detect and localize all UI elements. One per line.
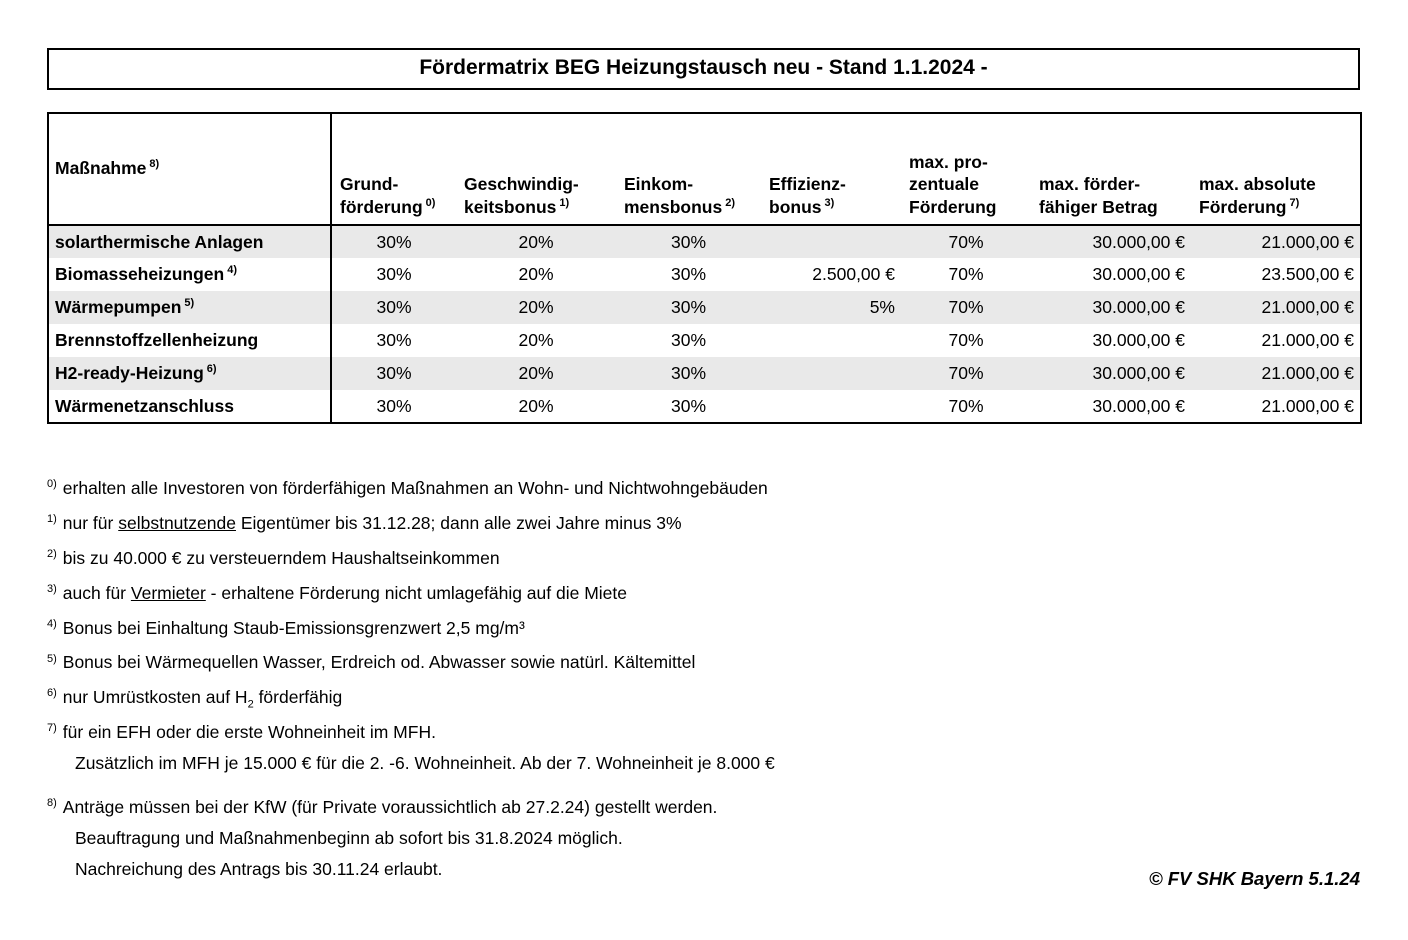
footnote-marker: 3) bbox=[47, 582, 57, 595]
footnote-text: Anträge müssen bei der KfW (für Private voraussichtlich ab 27.2.24) gestellt werden. bbox=[62, 796, 718, 817]
footnote-text: Bonus bei Einhaltung Staub-Emissionsgrenzwert 2,5 mg/m³ bbox=[62, 617, 525, 638]
column-header-grundfoerderung bbox=[331, 113, 456, 225]
footnote-marker: 0) bbox=[47, 478, 57, 491]
column-header-max-prozentuale-foerderung bbox=[901, 113, 1031, 225]
effizienzbonus-cell: 2.500,00 € bbox=[812, 264, 895, 284]
effizienzbonus-cell bbox=[761, 225, 901, 258]
footnote-ref: 2) bbox=[725, 196, 735, 209]
max-absolute-cell: 21.000,00 € bbox=[1261, 297, 1354, 317]
header-label: keitsbonus bbox=[464, 196, 557, 217]
max-betrag-cell: 30.000,00 € bbox=[1092, 231, 1185, 252]
grundfoerderung-cell: 30% bbox=[376, 363, 412, 383]
footnote-marker: 1) bbox=[47, 513, 57, 526]
table-row bbox=[48, 390, 1361, 423]
measure-name-cell bbox=[48, 390, 331, 423]
measure-name-cell bbox=[48, 324, 331, 357]
footnote-text: förderfähig bbox=[253, 687, 343, 708]
subscript-text: 2 bbox=[247, 698, 254, 711]
measure-name-cell bbox=[48, 258, 331, 291]
footnote-continuation: Zusätzlich im MFH je 15.000 € für die 2. -6. Wohneinheit. Ab der 7. Wohneinheit je 8.000 € bbox=[75, 753, 775, 773]
table-row bbox=[48, 258, 1361, 291]
geschwindigkeitsbonus-cell: 20% bbox=[518, 363, 554, 383]
grundfoerderung-cell: 30% bbox=[376, 231, 412, 252]
header-label: Maßnahme bbox=[55, 157, 147, 178]
funding-matrix-table bbox=[47, 112, 1362, 424]
footnote-marker: 4) bbox=[47, 617, 57, 630]
footnote-1 bbox=[47, 513, 1360, 535]
max-betrag-cell: 30.000,00 € bbox=[1092, 297, 1185, 317]
footnote-continuation: Beauftragung und Maßnahmenbeginn ab sofort bis 31.8.2024 möglich. bbox=[75, 827, 623, 848]
header-label: Grund- bbox=[340, 174, 399, 195]
table-row bbox=[48, 291, 1361, 324]
measure-name: Wärmenetzanschluss bbox=[55, 395, 234, 416]
footnote-ref: 1) bbox=[559, 196, 570, 209]
measure-name: Brennstoffzellenheizung bbox=[55, 330, 259, 350]
geschwindigkeitsbonus-cell: 20% bbox=[518, 395, 554, 416]
footnote-text: für ein EFH oder die erste Wohneinheit im MFH. bbox=[62, 722, 436, 743]
header-label: Förderung bbox=[1199, 196, 1287, 217]
effizienzbonus-cell bbox=[761, 390, 901, 423]
footnote-continuation: Nachreichung des Antrags bis 30.11.24 erlaubt. bbox=[75, 858, 443, 879]
title-text: Fördermatrix BEG Heizungstausch neu - Stand 1.1.2024 - bbox=[419, 56, 988, 79]
footnote-ref: 3) bbox=[824, 196, 835, 209]
header-label: fähiger Betrag bbox=[1039, 196, 1158, 217]
measure-name: solarthermische Anlagen bbox=[55, 231, 264, 252]
column-header-einkommensbonus bbox=[616, 113, 761, 225]
footnote-underlined-text: selbstnutzende bbox=[118, 512, 236, 533]
column-header-massnahme bbox=[48, 113, 331, 225]
max-absolute-cell: 21.000,00 € bbox=[1261, 231, 1354, 252]
footnote-6 bbox=[47, 687, 1360, 709]
footnote-4 bbox=[47, 618, 1360, 640]
footnote-marker: 2) bbox=[47, 547, 57, 560]
measure-name-cell bbox=[48, 357, 331, 390]
header-label: max. absolute bbox=[1199, 174, 1316, 195]
effizienzbonus-cell bbox=[761, 357, 901, 390]
header-label: mensbonus bbox=[624, 196, 723, 217]
footnote-ref: 0) bbox=[425, 196, 436, 209]
einkommensbonus-cell: 30% bbox=[670, 395, 707, 416]
max-prozentuale-cell: 70% bbox=[948, 264, 984, 284]
footnote-7 bbox=[47, 722, 1360, 775]
einkommensbonus-cell: 30% bbox=[670, 264, 707, 284]
footnote-marker: 8) bbox=[47, 797, 57, 810]
max-prozentuale-cell: 70% bbox=[948, 231, 984, 252]
geschwindigkeitsbonus-cell: 20% bbox=[518, 330, 554, 350]
grundfoerderung-cell: 30% bbox=[376, 395, 412, 416]
geschwindigkeitsbonus-cell: 20% bbox=[518, 231, 554, 252]
max-absolute-cell: 21.000,00 € bbox=[1261, 363, 1354, 383]
column-header-max-foerderfaehiger-betrag bbox=[1031, 113, 1191, 225]
footnote-ref: 4) bbox=[227, 264, 237, 277]
column-header-effizienzbonus bbox=[761, 113, 901, 225]
footnote-text: Eigentümer bis 31.12.28; dann alle zwei Jahre minus 3% bbox=[235, 512, 682, 533]
einkommensbonus-cell: 30% bbox=[670, 297, 707, 317]
header-label: Effizienz- bbox=[769, 174, 846, 195]
footnote-text: nur Umrüstkosten auf H bbox=[62, 687, 248, 708]
max-betrag-cell: 30.000,00 € bbox=[1092, 395, 1185, 416]
header-label: Förderung bbox=[909, 196, 997, 217]
effizienzbonus-cell: 5% bbox=[869, 297, 895, 317]
table-row bbox=[48, 357, 1361, 390]
geschwindigkeitsbonus-cell: 20% bbox=[518, 264, 554, 284]
footnote-text: bis zu 40.000 € zu versteuerndem Haushaltseinkommen bbox=[62, 547, 500, 568]
footnote-ref: 6) bbox=[206, 363, 217, 376]
footnote-underlined-text: Vermieter bbox=[130, 582, 206, 603]
footnote-marker: 5) bbox=[47, 652, 57, 665]
footnote-text: erhalten alle Investoren von förderfähigen Maßnahmen an Wohn- und Nichtwohngebäuden bbox=[62, 478, 768, 498]
footnote-marker: 6) bbox=[47, 687, 57, 700]
header-label: max. pro- bbox=[909, 151, 988, 172]
header-label: zentuale bbox=[909, 174, 980, 195]
footnote-0 bbox=[47, 478, 1360, 500]
header-label: förderung bbox=[340, 196, 423, 217]
table-row bbox=[48, 225, 1361, 258]
header-label: bonus bbox=[769, 196, 822, 217]
einkommensbonus-cell: 30% bbox=[670, 231, 707, 252]
column-header-geschwindigkeitsbonus bbox=[456, 113, 616, 225]
grundfoerderung-cell: 30% bbox=[376, 330, 412, 350]
max-betrag-cell: 30.000,00 € bbox=[1092, 363, 1185, 383]
column-header-max-absolute-foerderung bbox=[1191, 113, 1361, 225]
document-title bbox=[47, 48, 1360, 90]
einkommensbonus-cell: 30% bbox=[670, 330, 707, 350]
einkommensbonus-cell: 30% bbox=[670, 363, 707, 383]
measure-name: Biomasseheizungen bbox=[55, 264, 225, 284]
measure-name-cell bbox=[48, 225, 331, 258]
grundfoerderung-cell: 30% bbox=[376, 264, 412, 284]
geschwindigkeitsbonus-cell: 20% bbox=[518, 297, 554, 317]
footnote-text: Bonus bei Wärmequellen Wasser, Erdreich od. Abwasser sowie natürl. Kältemittel bbox=[62, 652, 696, 673]
footnote-ref: 5) bbox=[184, 297, 195, 310]
max-absolute-cell: 21.000,00 € bbox=[1261, 395, 1354, 416]
footnote-marker: 7) bbox=[47, 722, 57, 735]
effizienzbonus-cell bbox=[761, 324, 901, 357]
footnote-ref: 8) bbox=[149, 157, 160, 170]
footnote-3 bbox=[47, 583, 1360, 605]
footnote-ref: 7) bbox=[1289, 196, 1300, 209]
footnote-5 bbox=[47, 652, 1360, 674]
measure-name-cell bbox=[48, 291, 331, 324]
max-betrag-cell: 30.000,00 € bbox=[1092, 264, 1185, 284]
max-prozentuale-cell: 70% bbox=[948, 330, 984, 350]
max-betrag-cell: 30.000,00 € bbox=[1092, 330, 1185, 350]
header-row bbox=[48, 113, 1361, 225]
header-label: Einkom- bbox=[624, 174, 694, 195]
grundfoerderung-cell: 30% bbox=[376, 297, 412, 317]
footnote-text: nur für bbox=[62, 512, 119, 533]
header-label: Geschwindig- bbox=[464, 174, 579, 195]
copyright-notice: © FV SHK Bayern 5.1.24 bbox=[1148, 868, 1360, 889]
footnote-text: - erhaltene Förderung nicht umlagefähig auf die Miete bbox=[205, 582, 628, 603]
max-prozentuale-cell: 70% bbox=[948, 395, 984, 416]
max-absolute-cell: 21.000,00 € bbox=[1261, 330, 1354, 350]
footnote-text: auch für bbox=[62, 582, 131, 603]
measure-name: H2-ready-Heizung bbox=[55, 363, 204, 383]
header-label: max. förder- bbox=[1039, 174, 1141, 195]
footnote-2 bbox=[47, 548, 1360, 570]
max-absolute-cell: 23.500,00 € bbox=[1261, 264, 1354, 284]
max-prozentuale-cell: 70% bbox=[948, 363, 984, 383]
max-prozentuale-cell: 70% bbox=[948, 297, 984, 317]
footnotes-section bbox=[47, 478, 1360, 881]
table-row bbox=[48, 324, 1361, 357]
measure-name: Wärmepumpen bbox=[55, 297, 182, 317]
